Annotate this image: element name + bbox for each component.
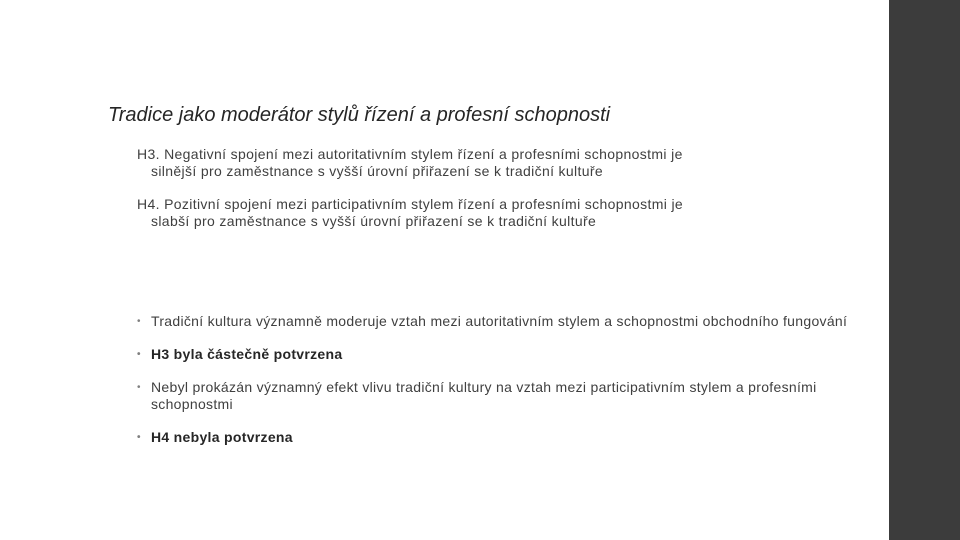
hypothesis-h3-line1: H3. Negativní spojení mezi autoritativním stylem řízení a profesními schopnostmi je: [137, 146, 683, 162]
result-text: Tradiční kultura významně moderuje vztah mezi autoritativním stylem a schopnostmi obchodního fungování: [151, 313, 848, 329]
result-item: [137, 379, 857, 413]
slide-sidebar-bar: [889, 0, 960, 540]
bullet-icon: •: [137, 316, 141, 327]
bullet-icon: •: [137, 432, 141, 443]
results-list: [137, 313, 857, 446]
bullet-icon: •: [137, 349, 141, 360]
result-text: Nebyl prokázán významný efekt vlivu tradiční kultury na vztah mezi participativním stylem a profesními schopnostmi: [151, 379, 817, 412]
result-item: [137, 429, 857, 446]
hypothesis-h4: [137, 196, 837, 230]
result-item: [137, 313, 857, 330]
result-item: [137, 346, 857, 363]
hypothesis-h4-line1: H4. Pozitivní spojení mezi participativním stylem řízení a profesními schopnostmi je: [137, 196, 684, 212]
result-text: H3 byla částečně potvrzena: [151, 346, 343, 362]
hypothesis-h4-line2: slabší pro zaměstnance s vyšší úrovní přiřazení se k tradiční kultuře: [151, 213, 597, 229]
bullet-icon: •: [137, 382, 141, 393]
hypothesis-h3-line2: silnější pro zaměstnance s vyšší úrovní přiřazení se k tradiční kultuře: [151, 163, 604, 179]
slide-title: Tradice jako moderátor stylů řízení a profesní schopnosti: [108, 104, 611, 126]
hypothesis-h3: [137, 146, 837, 180]
result-text: H4 nebyla potvrzena: [151, 429, 293, 445]
